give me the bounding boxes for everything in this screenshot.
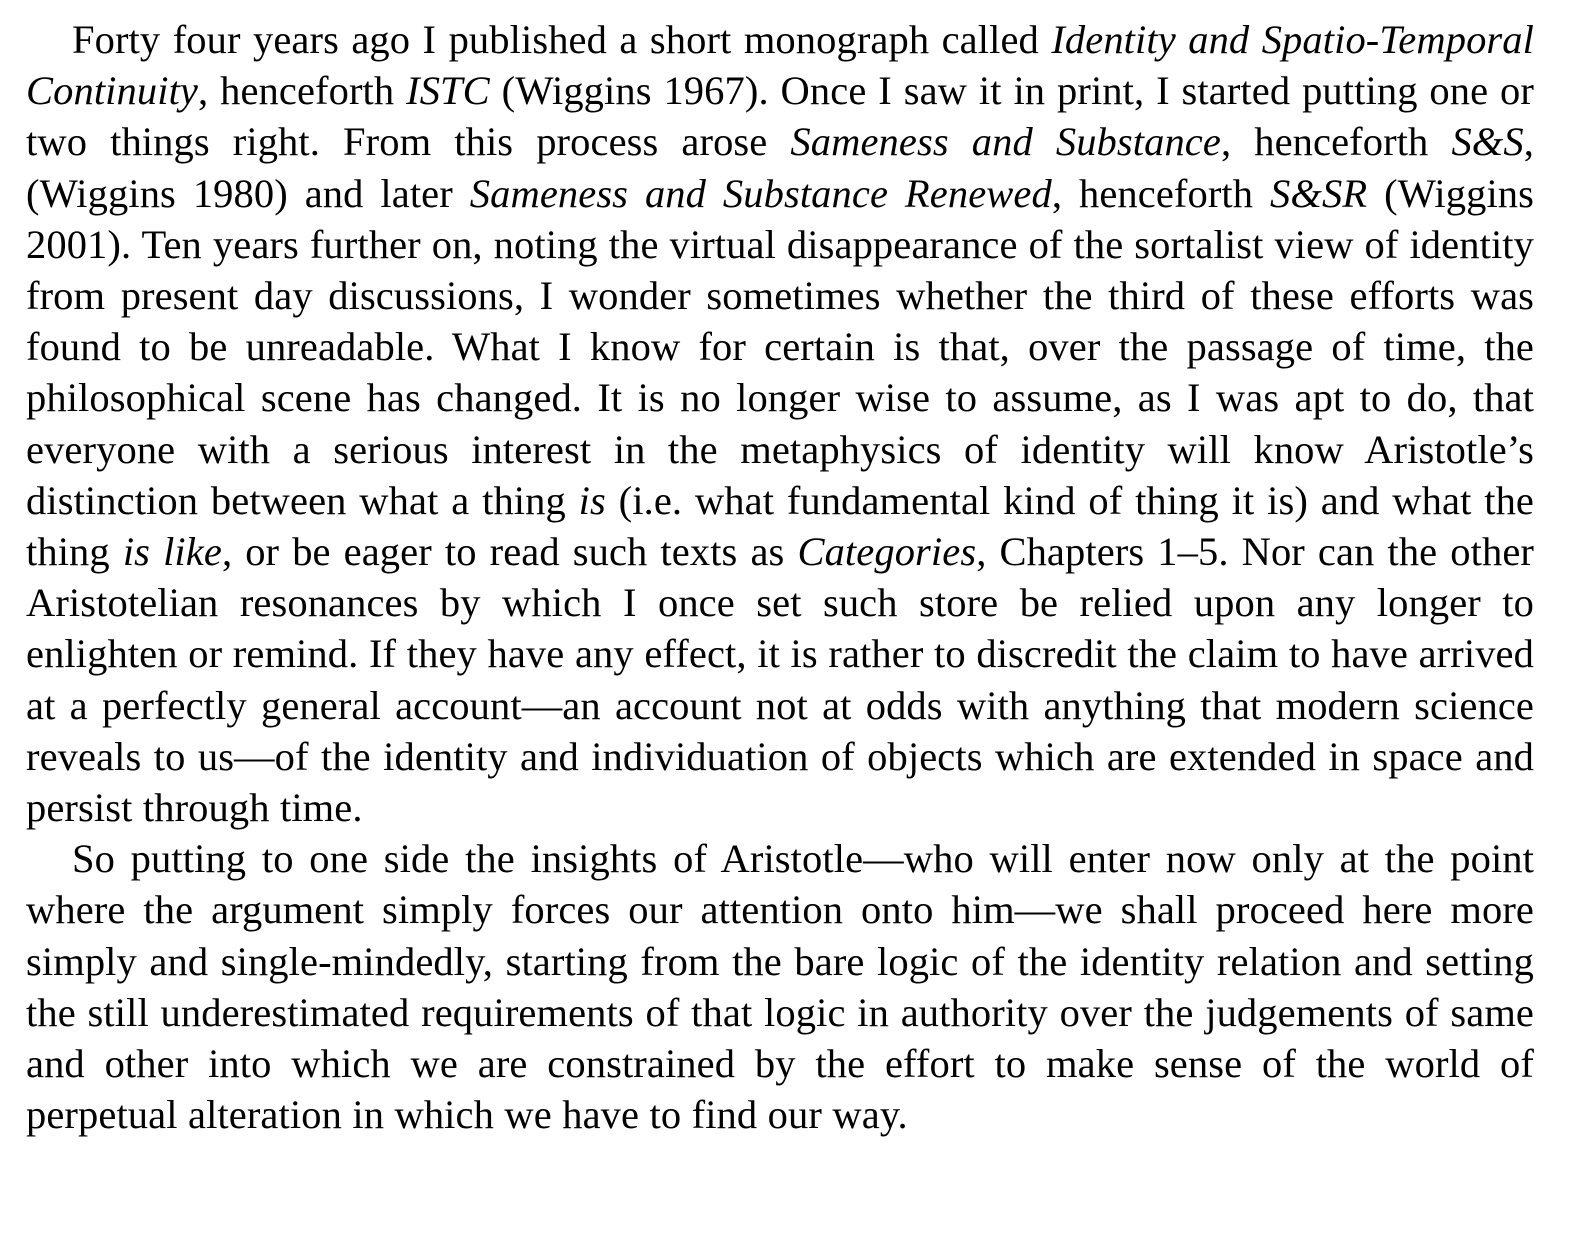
text-run: Forty four years ago I published a short monograph called <box>72 17 1052 62</box>
text-run: (i.e. what fundamental kind of thing it is) and what the thing <box>26 477 1534 575</box>
italic-run: Categories <box>797 529 977 575</box>
paragraph-2 <box>26 833 1534 1140</box>
italic-run: is <box>578 477 606 523</box>
italic-run: Sameness and Substance <box>790 119 1221 165</box>
text-run: (Wiggins 2001). Ten years further on, noting the virtual disappearance of the sortalist view of identity from present day discussions, I wonder sometimes whether the third of these efforts was found to be unreadable. What I know for certain is that, over the passage of time, the philosophical scene has changed. It is no longer wise to assume, as I was apt to do, that everyone with a serious interest in the metaphysics of identity will know Aristotle’s distinction between what a thing <box>26 170 1535 523</box>
italic-run: S&S <box>1451 119 1524 165</box>
text-run: , henceforth <box>198 68 407 114</box>
text-run: So putting to one side the insights of Aristotle—who will enter now only at the point where the argument simply forces our attention onto him—we shall proceed here more simply and single-mindedly, starting from the bare logic of the identity relation and setting the still underestimated requirements of that logic in authority over the judgements of same and other into which we are constrained by the effort to make sense of the world of perpetual alteration in which we have to find our way. <box>26 836 1534 1138</box>
italic-run: is like <box>122 529 222 575</box>
paragraph-1 <box>26 14 1534 833</box>
text-run: , henceforth <box>1051 170 1271 216</box>
text-run: , Chapters 1–5. Nor can the other Aristotelian resonances by which I once set such store be relied upon any longer to enlighten or remind. If they have any effect, it is rather to discredit the claim to have arrived at a perfectly general account—an account not at odds with anything that modern science reveals to us—of the identity and individuation of objects which are extended in space and persist through time. <box>26 529 1535 831</box>
italic-run: ISTC <box>406 68 490 114</box>
italic-run: S&SR <box>1270 170 1368 216</box>
text-run: , or be eager to read such texts as <box>221 529 798 575</box>
body-text <box>26 14 1534 1140</box>
text-run: , (Wiggins 1980) and later <box>26 119 1534 216</box>
text-run: , henceforth <box>1220 119 1452 165</box>
italic-run: Identity and Spatio-Temporal Continuity <box>26 17 1534 114</box>
text-run: (Wiggins 1967). Once I saw it in print, I started putting one or two things right. From this process arose <box>26 68 1534 165</box>
italic-run: Sameness and Substance Renewed <box>469 170 1052 216</box>
